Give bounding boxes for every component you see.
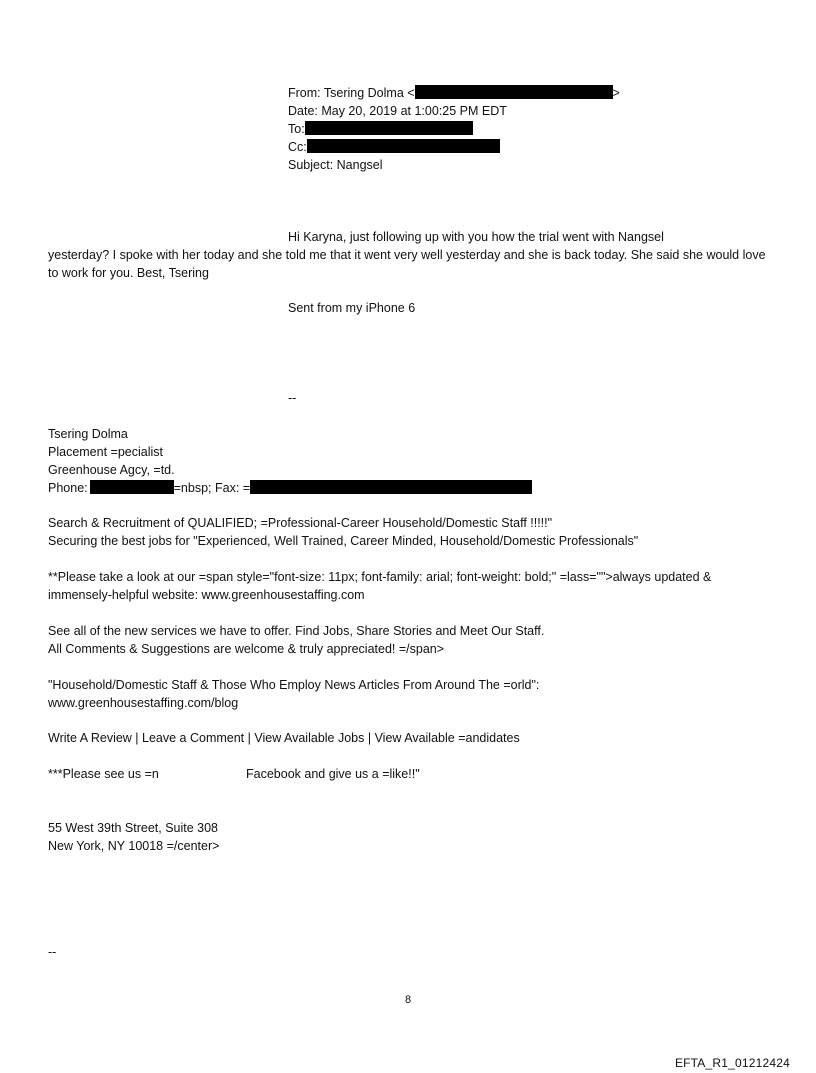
services-line: See all of the new services we have to offer. Find Jobs, Share Stories and Meet Our Staff. <box>48 624 545 638</box>
phone-label: Phone: <box>48 481 88 495</box>
sig-title: Placement =pecialist <box>48 445 163 459</box>
facebook-line-a: ***Please see us =n <box>48 767 159 781</box>
from-label: From: Tsering Dolma < <box>288 86 415 100</box>
redacted-phone <box>90 480 174 494</box>
to-line <box>288 120 473 138</box>
separator: -- <box>288 391 297 405</box>
nbsp-fax: =nbsp; Fax: = <box>173 481 251 495</box>
to-label: To: <box>288 122 305 136</box>
cc-label: Cc: <box>288 140 307 154</box>
sig-phone-line <box>48 479 532 497</box>
document-id: EFTA_R1_01212424 <box>674 1056 790 1070</box>
redacted-fax <box>250 480 532 494</box>
redacted-cc <box>307 139 500 153</box>
end-separator: -- <box>48 945 57 959</box>
from-suffix: > <box>612 86 620 100</box>
redacted-to <box>305 121 473 135</box>
news-line: "Household/Domestic Staff & Those Who Employ News Articles From Around The =orld": <box>48 678 540 692</box>
address-street: 55 West 39th Street, Suite 308 <box>48 821 219 835</box>
blog-link[interactable]: www.greenhousestaffing.com/blog <box>48 696 239 710</box>
sent-from: Sent from my iPhone 6 <box>288 301 416 315</box>
address-city: New York, NY 10018 =/center> <box>48 839 220 853</box>
website-paragraph: **Please take a look at our =span style="font-size: 11px; font-family: arial; font-weight: bold;" =lass="">always updated & immensely-helpful website: www.greenhousestaffing.com <box>48 570 712 602</box>
page-number: 8 <box>404 994 412 1006</box>
message-rest: yesterday? I spoke with her today and she told me that it went very well yesterday and she is back today. She said she would love to work for you. Best, Tsering <box>48 248 766 280</box>
links-line[interactable]: Write A Review | Leave a Comment | View Available Jobs | View Available =andidates <box>48 731 520 745</box>
date-line: Date: May 20, 2019 at 1:00:25 PM EDT <box>288 104 507 118</box>
securing-line: Securing the best jobs for "Experienced, Well Trained, Career Minded, Household/Domestic Professionals" <box>48 534 639 548</box>
message-first-line: Hi Karyna, just following up with you how the trial went with Nangsel <box>288 230 664 244</box>
from-line <box>288 84 620 102</box>
recruitment-line: Search & Recruitment of QUALIFIED; =Professional-Career Household/Domestic Staff !!!!!" <box>48 516 553 530</box>
comments-line: All Comments & Suggestions are welcome & truly appreciated! =/span> <box>48 642 445 656</box>
sig-company: Greenhouse Agcy, =td. <box>48 463 175 477</box>
cc-line <box>288 138 500 156</box>
subject-line: Subject: Nangsel <box>288 158 383 172</box>
redacted-from-email <box>415 85 613 99</box>
sig-name: Tsering Dolma <box>48 427 128 441</box>
facebook-line-b: Facebook and give us a =like!!" <box>246 767 420 781</box>
